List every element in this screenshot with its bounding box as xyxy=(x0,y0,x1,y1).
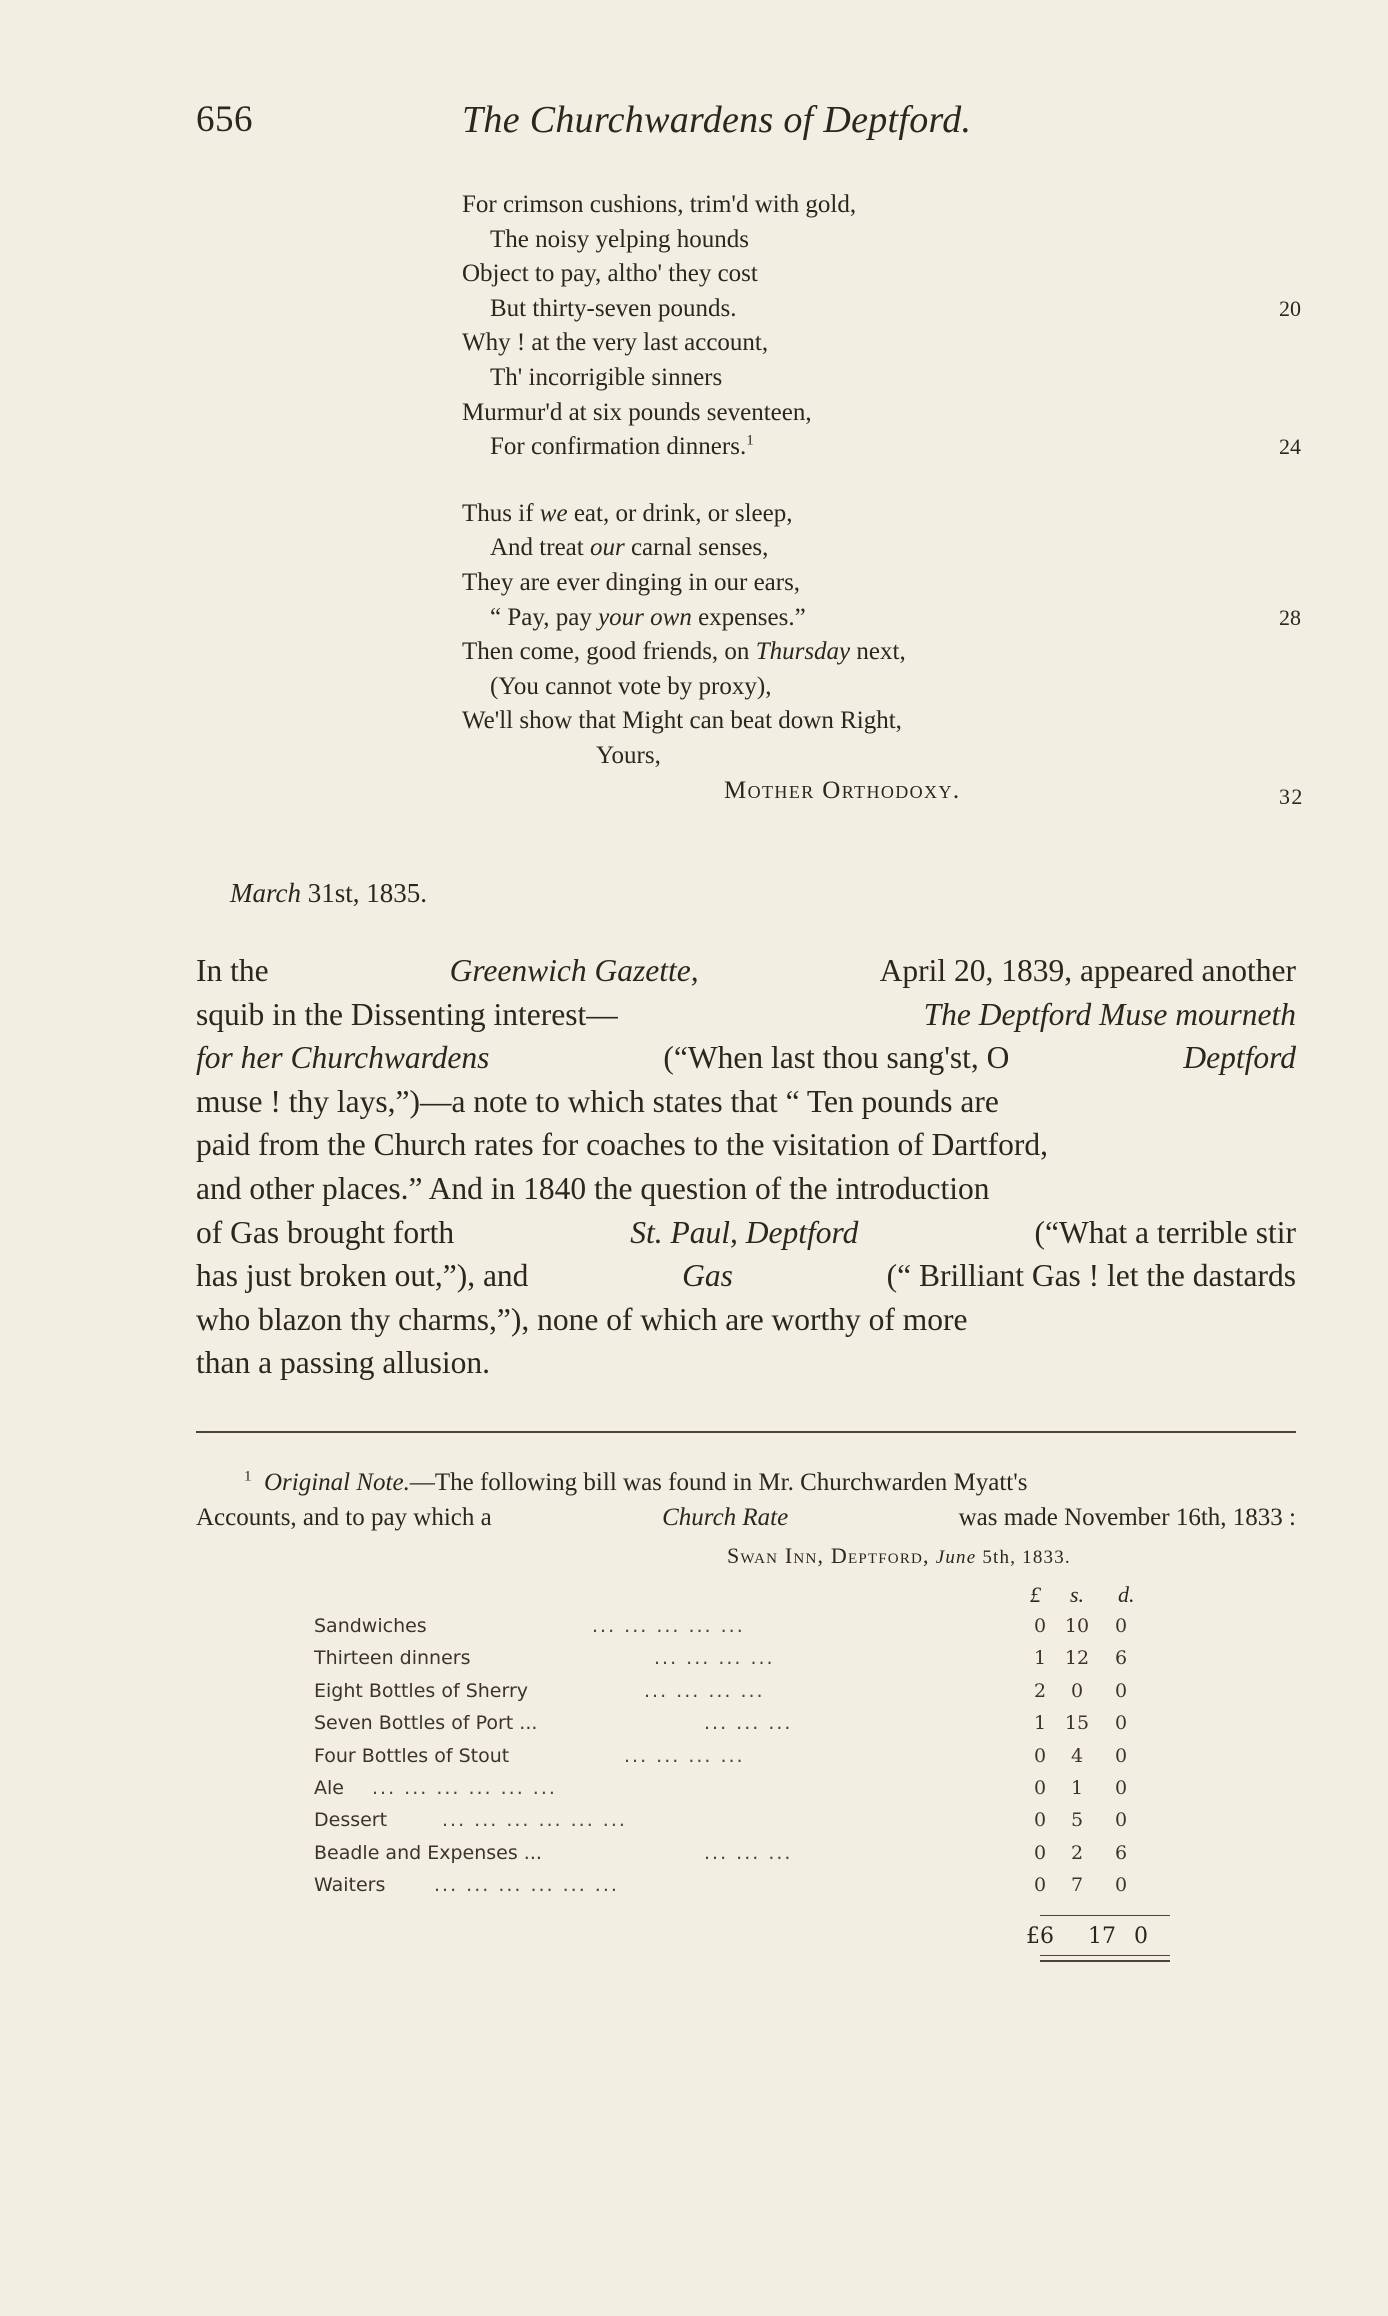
footnote-marker: 1 xyxy=(244,1468,252,1485)
bill-item: Dessert xyxy=(314,1809,388,1832)
bill-heading: Swan Inn, Deptford, June 5th, 1833. xyxy=(727,1543,1071,1568)
amount-pounds: 0 xyxy=(1033,1809,1047,1832)
bill-item: Eight Bottles of Sherry xyxy=(314,1679,529,1702)
amount-pounds: 0 xyxy=(1033,1841,1047,1864)
poem-dateline: March 31st, 1835. xyxy=(230,878,427,908)
amount-shillings: 5 xyxy=(1070,1809,1084,1832)
amount-shillings: 1 xyxy=(1070,1776,1084,1799)
amount-pounds: 0 xyxy=(1033,1874,1047,1897)
amount-shillings: 10 xyxy=(1064,1615,1090,1637)
prose-line: for her Churchwardens (“When last thou sang'st, O Deptford xyxy=(196,1040,1296,1076)
bill-row xyxy=(314,1642,1194,1674)
total-pence: 0 xyxy=(1134,1924,1148,1949)
amount-pounds: 2 xyxy=(1033,1679,1047,1702)
bill-item: Seven Bottles of Port ... xyxy=(314,1712,538,1735)
bill-row xyxy=(314,1804,1194,1836)
amount-pounds: 1 xyxy=(1033,1712,1047,1735)
amount-pence: 0 xyxy=(1114,1712,1128,1735)
bill-row xyxy=(314,1772,1194,1804)
prose-line: squib in the Dissenting interest— The Deptford Muse mourneth xyxy=(196,996,1296,1032)
bill-row xyxy=(314,1837,1194,1869)
amount-pence: 0 xyxy=(1114,1679,1128,1702)
leader-dots: ... ... ... ... ... ... xyxy=(434,1874,619,1897)
verse-line: For confirmation dinners.$^1$ 24 xyxy=(462,430,1312,465)
amount-pence: 6 xyxy=(1114,1841,1128,1864)
signature-line: Mother Orthodoxy. 32 xyxy=(462,774,1312,809)
verse-line: Yours, xyxy=(596,741,661,769)
leader-dots: ... ... ... ... ... xyxy=(592,1615,745,1637)
prose-line: and other places.” And in 1840 the question of the introduction xyxy=(196,1170,990,1206)
verse-line: We'll show that Might can beat down Right, xyxy=(462,707,902,735)
verse-line: Murmur'd at six pounds seventeen, xyxy=(462,398,812,426)
prose-line: who blazon thy charms,”), none of which are worthy of more xyxy=(196,1301,968,1337)
poem xyxy=(462,188,1312,808)
bill-item: Thirteen dinners xyxy=(314,1647,471,1670)
amount-pence: 0 xyxy=(1114,1776,1128,1799)
amount-shillings: 12 xyxy=(1064,1647,1090,1670)
line-number: 20 xyxy=(1279,295,1301,321)
verse-line: Then come, good friends, on Thursday next, xyxy=(462,638,906,666)
leader-dots: ... ... ... xyxy=(704,1712,793,1735)
amount-pence: 0 xyxy=(1114,1809,1128,1832)
footnote-line: Accounts, and to pay which a Church Rate was made November 16th, 1833 : xyxy=(196,1504,1296,1531)
leader-dots: ... ... ... ... xyxy=(644,1679,765,1702)
prose-line: paid from the Church rates for coaches to the visitation of Dartford, xyxy=(196,1127,1048,1163)
bill-item: Four Bottles of Stout xyxy=(314,1744,510,1767)
body-paragraph xyxy=(196,949,1296,1385)
amount-shillings: 4 xyxy=(1070,1744,1084,1767)
bill-item: Ale xyxy=(314,1776,344,1799)
page-number: 656 xyxy=(196,99,253,140)
pounds-column-header: £ xyxy=(1030,1582,1041,1607)
running-title: The Churchwardens of Deptford. xyxy=(462,99,972,141)
bill-item: Beadle and Expenses ... xyxy=(314,1841,542,1864)
page-header xyxy=(196,98,1296,148)
shillings-column-header: s. xyxy=(1070,1582,1085,1607)
amount-shillings: 7 xyxy=(1070,1874,1084,1897)
bill-total xyxy=(1022,1918,1202,1958)
amount-pence: 0 xyxy=(1114,1874,1128,1897)
pence-column-header: d. xyxy=(1118,1582,1135,1607)
leader-dots: ... ... ... ... ... ... xyxy=(442,1809,627,1832)
verse-line: Object to pay, altho' they cost xyxy=(462,260,758,288)
amount-pounds: 0 xyxy=(1033,1615,1047,1637)
amount-pounds: 1 xyxy=(1033,1647,1047,1670)
total-shillings: 17 xyxy=(1088,1924,1116,1949)
line-number: 28 xyxy=(1279,604,1301,630)
verse-line: (You cannot vote by proxy), xyxy=(490,672,772,700)
prose-line: has just broken out,”), and Gas (“ Brilliant Gas ! let the dastards xyxy=(196,1258,1296,1294)
bill-table xyxy=(314,1610,1194,1902)
bill-row xyxy=(314,1610,1194,1642)
amount-shillings: 0 xyxy=(1070,1679,1084,1702)
verse-line: The noisy yelping hounds xyxy=(490,225,750,253)
verse-line: But thirty-seven pounds. 20 xyxy=(462,292,1312,327)
amount-pounds: 0 xyxy=(1033,1744,1047,1767)
bill-row xyxy=(314,1740,1194,1772)
verse-line: “ Pay, pay your own expenses.” 28 xyxy=(462,601,1312,636)
leader-dots: ... ... ... ... xyxy=(624,1744,745,1767)
verse-line: Thus if we eat, or drink, or sleep, xyxy=(462,499,793,527)
leader-dots: ... ... ... ... ... ... xyxy=(372,1776,557,1799)
line-number: 24 xyxy=(1279,434,1301,460)
total-rule-top xyxy=(1040,1915,1170,1916)
bill-row xyxy=(314,1869,1194,1901)
prose-line: In the Greenwich Gazette, April 20, 1839, appeared another xyxy=(196,953,1296,988)
verse-line: For crimson cushions, trim'd with gold, xyxy=(462,191,857,218)
prose-line: muse ! thy lays,”)—a note to which states that “ Ten pounds are xyxy=(196,1083,999,1119)
footnote xyxy=(196,1465,1296,1535)
amount-pence: 0 xyxy=(1114,1744,1128,1767)
footnote-divider xyxy=(196,1431,1296,1433)
total-double-rule xyxy=(1040,1955,1170,1962)
line-number: 32 xyxy=(1279,783,1304,809)
bill-row xyxy=(314,1675,1194,1707)
bill-item: Sandwiches xyxy=(314,1615,427,1637)
footnote-reference[interactable]: 1 xyxy=(746,432,754,449)
footnote-line: $^1$ Original Note.—The following bill was found in Mr. Churchwarden Myatt's xyxy=(244,1468,1028,1496)
bill-item: Waiters xyxy=(314,1874,386,1897)
verse-line: Why ! at the very last account, xyxy=(462,329,769,357)
bill-row xyxy=(314,1707,1194,1739)
amount-shillings: 15 xyxy=(1064,1712,1090,1735)
amount-pence: 6 xyxy=(1114,1647,1128,1670)
prose-line: than a passing allusion. xyxy=(196,1345,490,1381)
amount-pounds: 0 xyxy=(1033,1776,1047,1799)
total-pounds: £6 xyxy=(1026,1924,1054,1949)
prose-line: of Gas brought forth St. Paul, Deptford (“What a terrible stir xyxy=(196,1214,1296,1250)
leader-dots: ... ... ... ... xyxy=(654,1647,775,1670)
leader-dots: ... ... ... xyxy=(704,1841,793,1864)
verse-line: Th' incorrigible sinners xyxy=(490,363,723,391)
amount-shillings: 2 xyxy=(1070,1841,1084,1864)
amount-pence: 0 xyxy=(1114,1615,1128,1637)
verse-line: They are ever dinging in our ears, xyxy=(462,568,801,596)
verse-line: And treat our carnal senses, xyxy=(490,534,769,562)
